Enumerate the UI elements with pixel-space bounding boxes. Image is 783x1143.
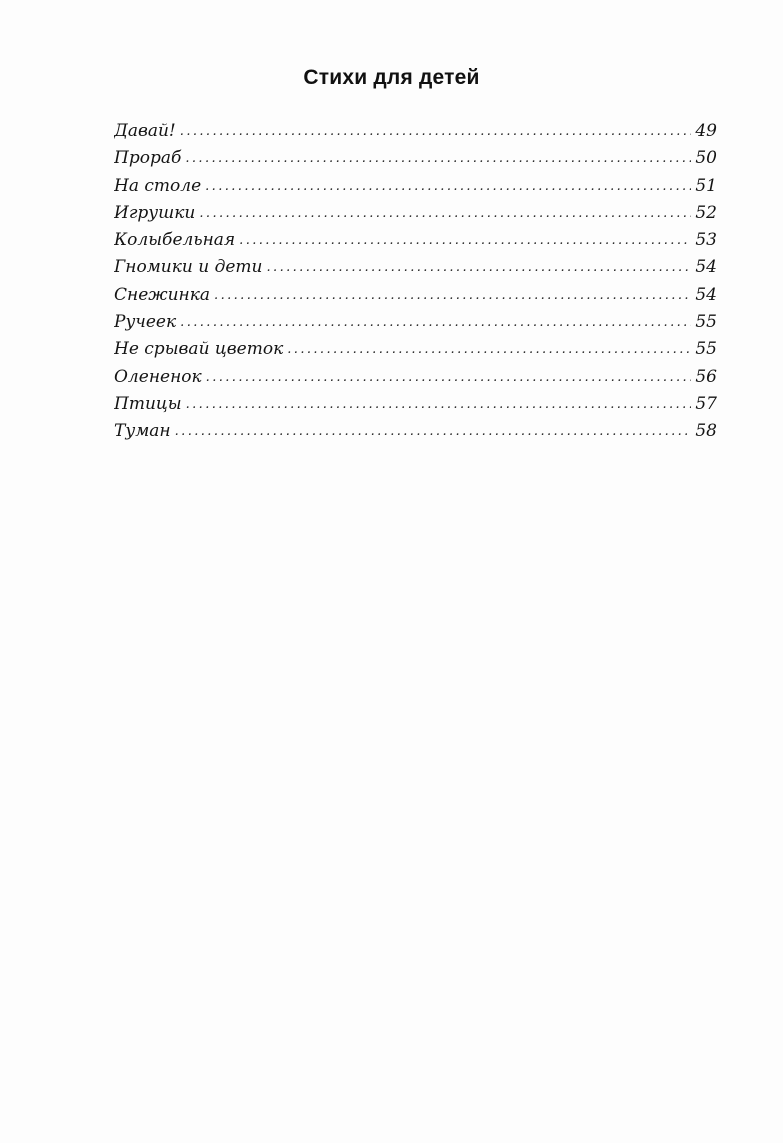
toc-entry-title: Прораб — [114, 148, 182, 169]
toc-entry-title: Снежинка — [114, 284, 211, 305]
toc-entry-page: 53 — [695, 230, 717, 251]
toc-entry — [114, 148, 717, 175]
toc-entry-page: 55 — [695, 312, 717, 333]
toc-entry-page: 57 — [695, 393, 717, 414]
toc-entry-title: На столе — [114, 175, 202, 196]
dot-leader — [185, 151, 691, 166]
dot-leader — [175, 424, 692, 439]
toc-entry — [114, 121, 717, 148]
toc-entry-page: 54 — [695, 284, 717, 305]
toc-entry-title: Колыбельная — [114, 230, 236, 251]
toc-entry-title: Туман — [114, 421, 171, 442]
dot-leader — [199, 206, 691, 221]
toc-entry-title: Не срывай цветок — [114, 339, 284, 360]
toc-entry — [114, 257, 717, 284]
toc-entry-page: 52 — [695, 202, 717, 223]
toc-entry-title: Давай! — [114, 121, 176, 141]
toc-entry-title: Игрушки — [114, 202, 196, 223]
toc-entry-page: 55 — [695, 339, 717, 360]
toc-entry-page: 50 — [695, 148, 717, 169]
toc-entry-title: Гномики и дети — [114, 257, 263, 278]
dot-leader — [267, 260, 692, 275]
dot-leader — [206, 370, 692, 385]
toc-entry — [114, 394, 717, 421]
toc-entry — [114, 176, 717, 203]
toc-entry — [114, 367, 717, 394]
toc-entry — [114, 421, 717, 448]
toc-entry-page: 54 — [695, 257, 717, 278]
dot-leader — [186, 397, 692, 412]
dot-leader — [205, 179, 691, 194]
toc-entry — [114, 312, 717, 339]
dot-leader — [214, 288, 691, 303]
dot-leader — [180, 315, 691, 330]
toc-entry — [114, 203, 717, 230]
toc-entry — [114, 285, 717, 312]
dot-leader — [180, 124, 692, 139]
toc-entry-page: 51 — [695, 175, 717, 196]
toc-entry-page: 49 — [695, 121, 717, 141]
toc-entry-page: 58 — [695, 421, 717, 442]
page-title: Стихи для детей — [303, 66, 480, 89]
dot-leader — [239, 233, 691, 248]
toc-entry-title: Олененок — [114, 366, 202, 387]
table-of-contents — [114, 121, 717, 449]
toc-entry-title: Ручеек — [114, 312, 177, 333]
toc-entry-title: Птицы — [114, 393, 182, 414]
toc-entry-page: 56 — [695, 366, 717, 387]
toc-entry — [114, 339, 717, 366]
dot-leader — [287, 342, 691, 357]
toc-entry — [114, 230, 717, 257]
